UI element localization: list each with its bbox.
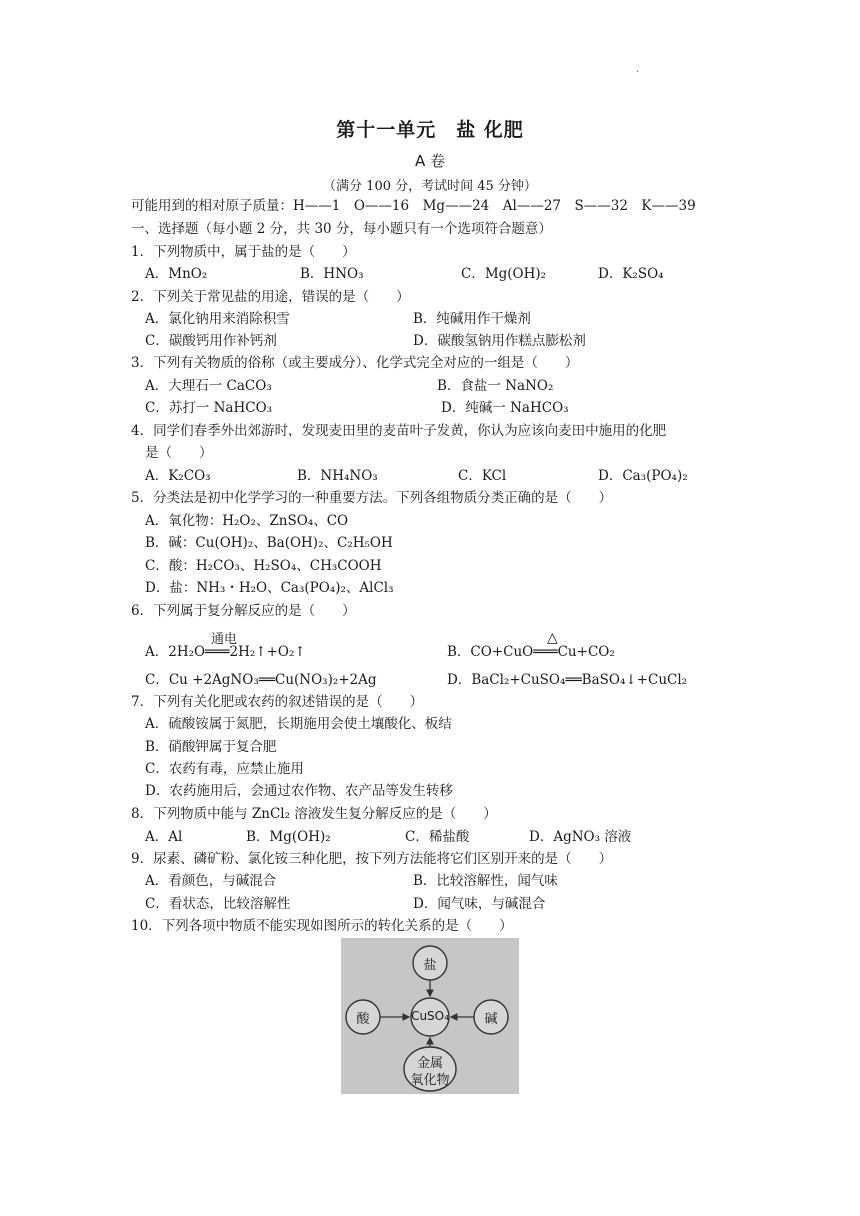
- question-8-stem: 8．下列物质中能与 ZnCl₂ 溶液发生复分解反应的是（ ）: [131, 806, 497, 822]
- node-metal-oxide-line2: 氧化物: [410, 1073, 450, 1088]
- q3-option-a: A．大理石一 CaCO₃: [145, 378, 272, 394]
- paper-version: A 卷: [414, 152, 446, 170]
- question-2-stem: 2．下列关于常见盐的用途，错误的是（ ）: [131, 289, 410, 305]
- exam-info: （满分 100 分，考试时间 45 分钟）: [323, 179, 537, 194]
- question-9-stem: 9．尿素、磷矿粉、氯化铵三种化肥，按下列方法能将它们区别开来的是（ ）: [131, 851, 613, 867]
- q9-option-d: D．闻气味，与碱混合: [413, 896, 546, 912]
- q4-option-c: C．KCl: [458, 468, 507, 484]
- node-base: 碱: [484, 1012, 498, 1027]
- q2-option-c: C．碳酸钙用作补钙剂: [145, 333, 277, 349]
- q1-option-a: A．MnO₂: [145, 266, 208, 282]
- q3-option-d: D．纯碱一 NaHCO₃: [441, 400, 569, 416]
- node-metal-oxide-line1: 金属: [416, 1056, 443, 1071]
- question-5-stem: 5．分类法是初中化学学习的一种重要方法。下列各组物质分类正确的是（ ）: [131, 490, 613, 506]
- node-acid: 酸: [356, 1012, 370, 1027]
- q5-option-d: D．盐：NH₃・H₂O、Ca₃(PO₄)₂、AlCl₃: [145, 580, 394, 596]
- q8-option-b: B．Mg(OH)₂: [246, 829, 331, 845]
- page-title: 第十一单元 盐 化肥: [336, 119, 524, 141]
- q4-option-b: B．NH₄NO₃: [297, 468, 378, 484]
- question-3-stem: 3．下列有关物质的俗称（或主要成分）、化学式完全对应的一组是（ ）: [131, 355, 579, 371]
- question-6-stem: 6．下列属于复分解反应的是（ ）: [131, 603, 356, 619]
- node-salt: 盐: [423, 958, 437, 973]
- q6-option-b: B．CO+CuO═══Cu+CO₂: [447, 644, 615, 660]
- q3-option-c: C．苏打一 NaHCO₃: [145, 400, 273, 416]
- q9-option-a: A．看颜色，与碱混合: [145, 873, 277, 889]
- q6-condition-electrolysis: 通电: [211, 632, 238, 647]
- question-4-stem: 4．同学们春季外出郊游时，发现麦田里的麦苗叶子发黄，你认为应该向麦田中施用的化肥: [131, 423, 667, 439]
- atomic-masses: 可能用到的相对原子质量：H——1 O——16 Mg——24 Al——27 S——32 K——39: [131, 198, 696, 214]
- q7-option-c: C．农药有毒，应禁止施用: [145, 761, 304, 777]
- q2-option-d: D．碳酸氢钠用作糕点膨松剂: [413, 333, 586, 349]
- q7-option-a: A．硫酸铵属于氮肥，长期施用会使土壤酸化、板结: [145, 716, 452, 732]
- q5-option-b: B．碱：Cu(OH)₂、Ba(OH)₂、C₂H₅OH: [145, 535, 393, 551]
- question-4-stem-cont: 是（ ）: [145, 445, 213, 461]
- q3-option-b: B．食盐一 NaNO₂: [437, 378, 554, 394]
- q5-option-a: A．氧化物：H₂O₂、ZnSO₄、CO: [145, 513, 349, 529]
- q7-option-b: B．硝酸钾属于复合肥: [145, 739, 277, 755]
- q6-condition-heat: △: [547, 630, 558, 646]
- q2-option-b: B．纯碱用作干燥剂: [413, 311, 531, 327]
- q7-option-d: D．农药施用后，会通过农作物、农产品等发生转移: [145, 783, 453, 799]
- q9-option-c: C．看状态，比较溶解性: [145, 896, 291, 912]
- q1-option-d: D．K₂SO₄: [598, 266, 664, 282]
- question-7-stem: 7．下列有关化肥或农药的叙述错误的是（ ）: [131, 694, 424, 710]
- q4-option-d: D．Ca₃(PO₄)₂: [598, 468, 688, 484]
- node-copper-sulfate: CuSO₄: [411, 1009, 449, 1023]
- question-10-stem: 10．下列各项中物质不能实现如图所示的转化关系的是（ ）: [131, 918, 513, 934]
- q6-option-d: D．BaCl₂+CuSO₄══BaSO₄↓+CuCl₂: [447, 672, 688, 688]
- conversion-diagram: [341, 938, 519, 1094]
- question-1-stem: 1．下列物质中，属于盐的是（ ）: [131, 244, 356, 260]
- section-header: 一、选择题（每小题 2 分，共 30 分，每小题只有一个选项符合题意）: [131, 221, 552, 237]
- q6-option-c: C．Cu +2AgNO₃══Cu(NO₃)₂+2Ag: [145, 672, 377, 688]
- q4-option-a: A．K₂CO₃: [145, 468, 211, 484]
- q9-option-b: B．比较溶解性，闻气味: [413, 873, 558, 889]
- q8-option-a: A．Al: [145, 829, 183, 845]
- q5-option-c: C．酸：H₂CO₃、H₂SO₄、CH₃COOH: [145, 558, 382, 574]
- q6-option-a: A．2H₂O═══2H₂↑+O₂↑: [145, 644, 306, 660]
- q2-option-a: A．氯化钠用来消除积雪: [145, 311, 290, 327]
- q8-option-c: C．稀盐酸: [405, 829, 470, 845]
- corner-mark: .: [636, 64, 640, 75]
- q1-option-c: C．Mg(OH)₂: [461, 266, 547, 282]
- q8-option-d: D．AgNO₃ 溶液: [529, 829, 632, 845]
- q1-option-b: B．HNO₃: [300, 266, 364, 282]
